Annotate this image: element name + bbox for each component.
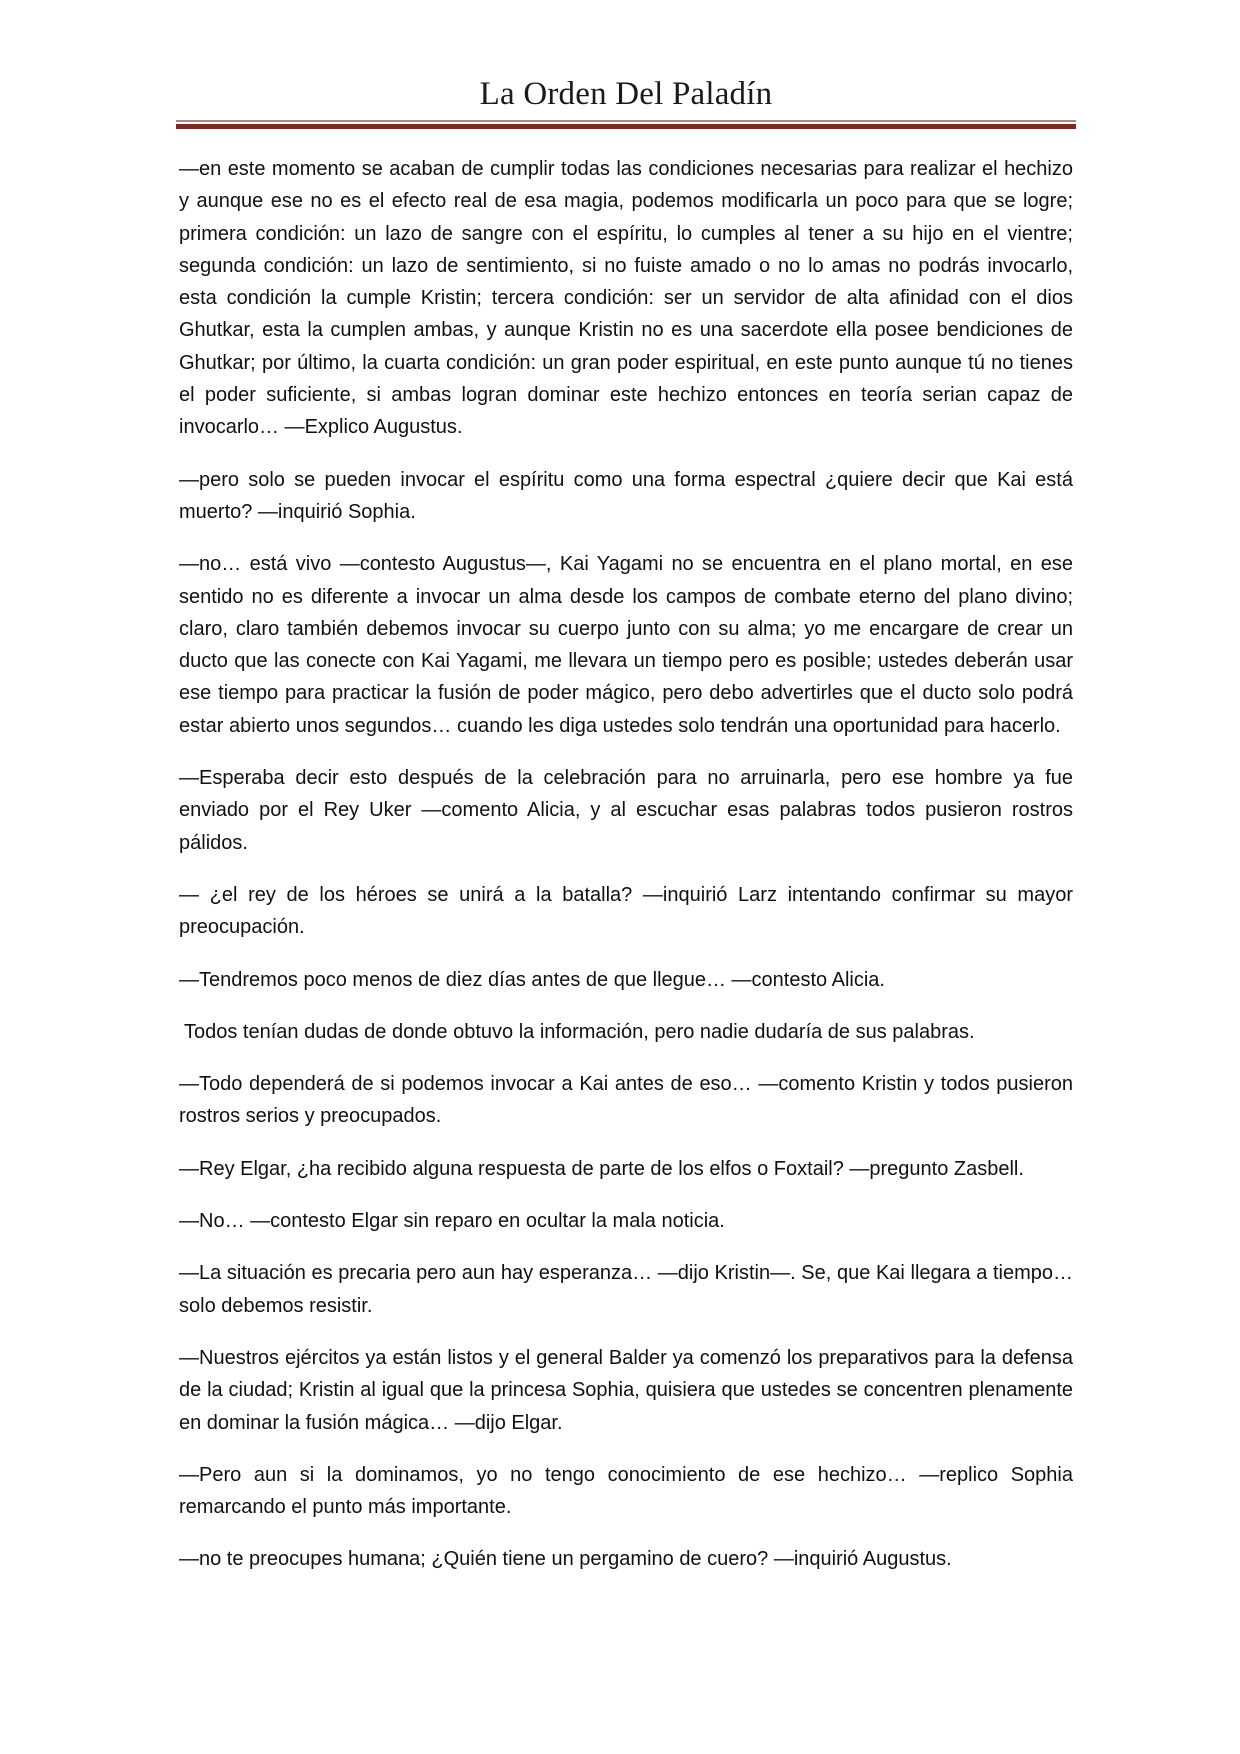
paragraph: —Nuestros ejércitos ya están listos y el general Balder ya comenzó los preparativos para la defensa de la ciudad; Kristin al igual que la princesa Sophia, quisiera que ustedes se concentren plenamente en dominar la fusión mágica… —dijo Elgar.: [179, 1346, 1073, 1434]
paragraph: Todos tenían dudas de donde obtuvo la información, pero nadie dudaría de sus palabras.: [184, 1020, 975, 1043]
paragraph: —no te preocupes humana; ¿Quién tiene un pergamino de cuero? —inquirió Augustus.: [179, 1548, 952, 1571]
paragraph: —no… está vivo —contesto Augustus—, Kai Yagami no se encuentra en el plano mortal, en ese sentido no es diferente a invocar un alma desde los campos de combate eterno del plano divino; claro, claro también debemos invocar su cuerpo junto con su alma; yo me encargare de crear un ducto que las conecte con Kai Yagami, me llevara un tiempo pero es posible; ustedes deberán usar ese tiempo para practicar la fusión de poder mágico, pero debo advertirles que el ducto solo podrá estar abierto unos segundos… cuando les diga ustedes solo tendrán una oportunidad para hacerlo.: [179, 553, 1073, 737]
paragraph: —en este momento se acaban de cumplir todas las condiciones necesarias para realizar el hechizo y aunque ese no es el efecto real de esa magia, podemos modificarla un poco para que se logre; primera condición: un lazo de sangre con el espíritu, lo cumples al tener a su hijo en el vientre; segunda condición: un lazo de sentimiento, si no fuiste amado o no lo amas no podrás invocarlo, esta condición la cumple Kristin; tercera condición: ser un servidor de alta afinidad con el dios Ghutkar, esta la cumplen ambas, y aunque Kristin no es una sacerdote ella posee bendiciones de Ghutkar; por último, la cuarta condición: un gran poder espiritual, en este punto aunque tú no tienes el poder suficiente, si ambas logran dominar este hechizo entonces en teoría serian capaz de invocarlo… —Explico Augustus.: [179, 158, 1073, 439]
page-header: [176, 70, 1076, 129]
paragraph: —No… —contesto Elgar sin reparo en ocultar la mala noticia.: [179, 1210, 725, 1233]
header-rule-thick: [176, 124, 1076, 129]
paragraph: —La situación es precaria pero aun hay esperanza… —dijo Kristin—. Se, que Kai llegara a tiempo… solo debemos resistir.: [179, 1262, 1073, 1317]
paragraph: —pero solo se pueden invocar el espíritu como una forma espectral ¿quiere decir que Kai está muerto? —inquirió Sophia.: [179, 468, 1073, 523]
header-title: La Orden Del Paladín: [479, 76, 773, 112]
body-text: [179, 153, 1073, 1596]
paragraph: —Rey Elgar, ¿ha recibido alguna respuesta de parte de los elfos o Foxtail? —pregunto Zasbell.: [179, 1157, 1024, 1180]
paragraph: —Esperaba decir esto después de la celebración para no arruinarla, pero ese hombre ya fue enviado por el Rey Uker —comento Alicia, y al escuchar esas palabras todos pusieron rostros pálidos.: [179, 767, 1073, 854]
paragraph: —Tendremos poco menos de diez días antes de que llegue… —contesto Alicia.: [179, 968, 885, 991]
paragraph: —Pero aun si la dominamos, yo no tengo conocimiento de ese hechizo… —replico Sophia remarcando el punto más importante.: [179, 1463, 1073, 1519]
paragraph: — ¿el rey de los héroes se unirá a la batalla? —inquirió Larz intentando confirmar su mayor preocupación.: [179, 883, 1073, 939]
paragraph: —Todo dependerá de si podemos invocar a Kai antes de eso… —comento Kristin y todos pusieron rostros serios y preocupados.: [179, 1073, 1073, 1128]
header-rule-thin: [176, 120, 1076, 122]
